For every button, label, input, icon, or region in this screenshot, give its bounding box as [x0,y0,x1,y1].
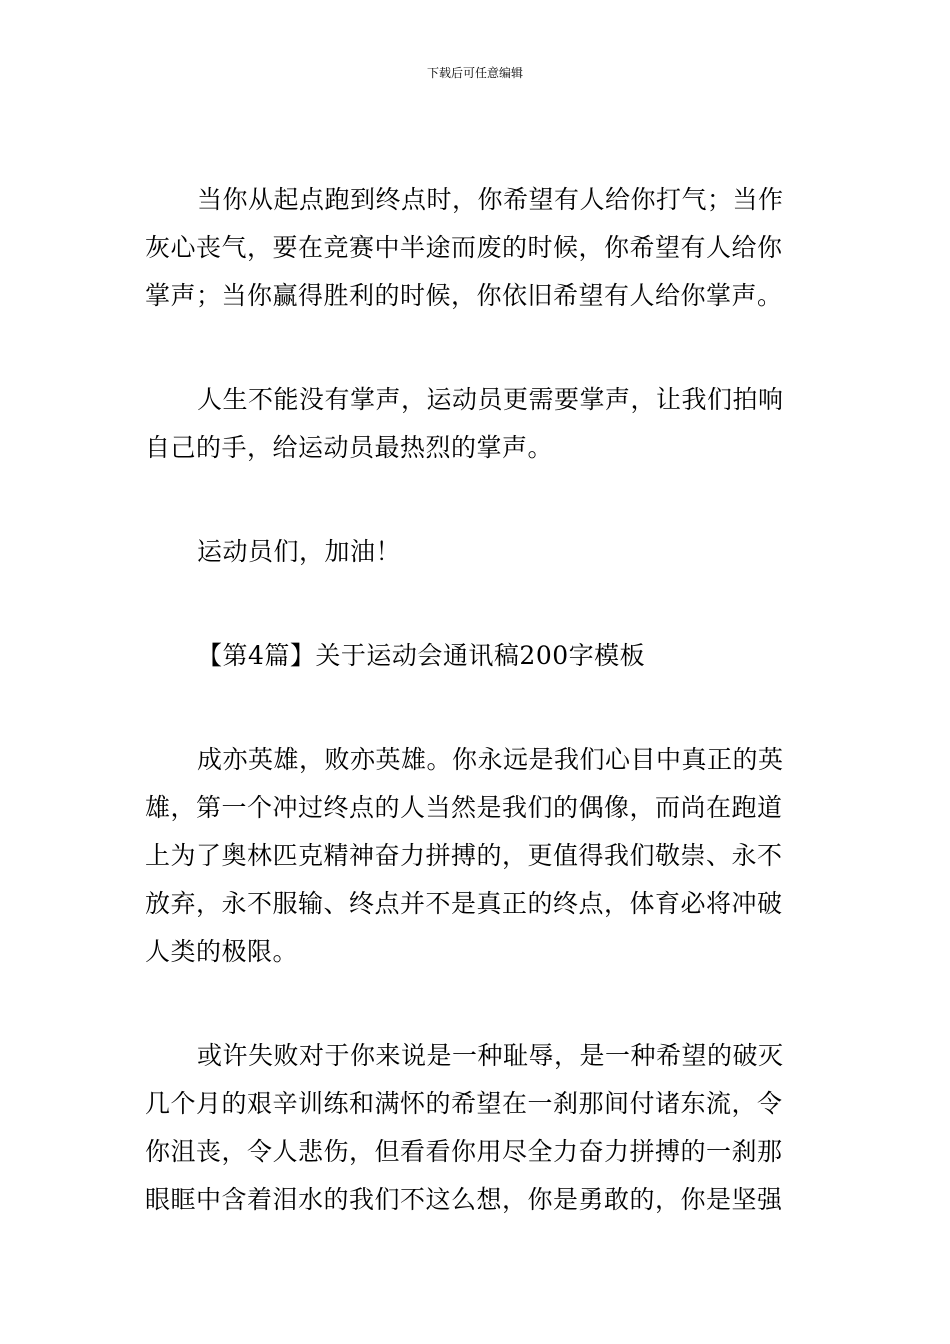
paragraph-gap [145,576,807,632]
paragraph-gap [145,472,807,528]
paragraph-failure: 或许失败对于你来说是一种耻辱，是一种希望的破灭几个月的艰辛训练和满怀的希望在一刹那间付诸东流，令你沮丧，令人悲伤，但看看你用尽全力奋力拼搏的一刹那眼眶中含着泪水的我们不这么想，你是勇敢的，你是坚强 [145,1041,784,1214]
paragraph-gap [145,976,807,1032]
paragraph-applause: 人生不能没有掌声，运动员更需要掌声，让我们拍响自己的手，给运动员最热烈的掌声。 [145,385,784,462]
page-header: 下载后可任意编辑 [426,66,523,80]
paragraph-go-athletes: 运动员们，加油！ [197,537,402,566]
paragraph-cheering: 当你从起点跑到终点时，你希望有人给你打气；当作灰心丧气，要在竞赛中半途而废的时候，你希望有人给你掌声；当你赢得胜利的时候，你依旧希望有人给你掌声。 [145,185,784,310]
paragraph-heroes: 成亦英雄，败亦英雄。你永远是我们心目中真正的英雄，第一个冲过终点的人当然是我们的偶像，而尚在跑道上为了奥林匹克精神奋力拼搏的，更值得我们敬崇、永不放弃，永不服输、终点并不是真正的终点，体育必将冲破人类的极限。 [145,745,784,966]
section-heading: 【第4篇】关于运动会通讯稿200字模板 [197,641,646,670]
paragraph-gap [145,680,807,736]
document-body [145,176,807,1224]
paragraph-gap [145,320,807,376]
